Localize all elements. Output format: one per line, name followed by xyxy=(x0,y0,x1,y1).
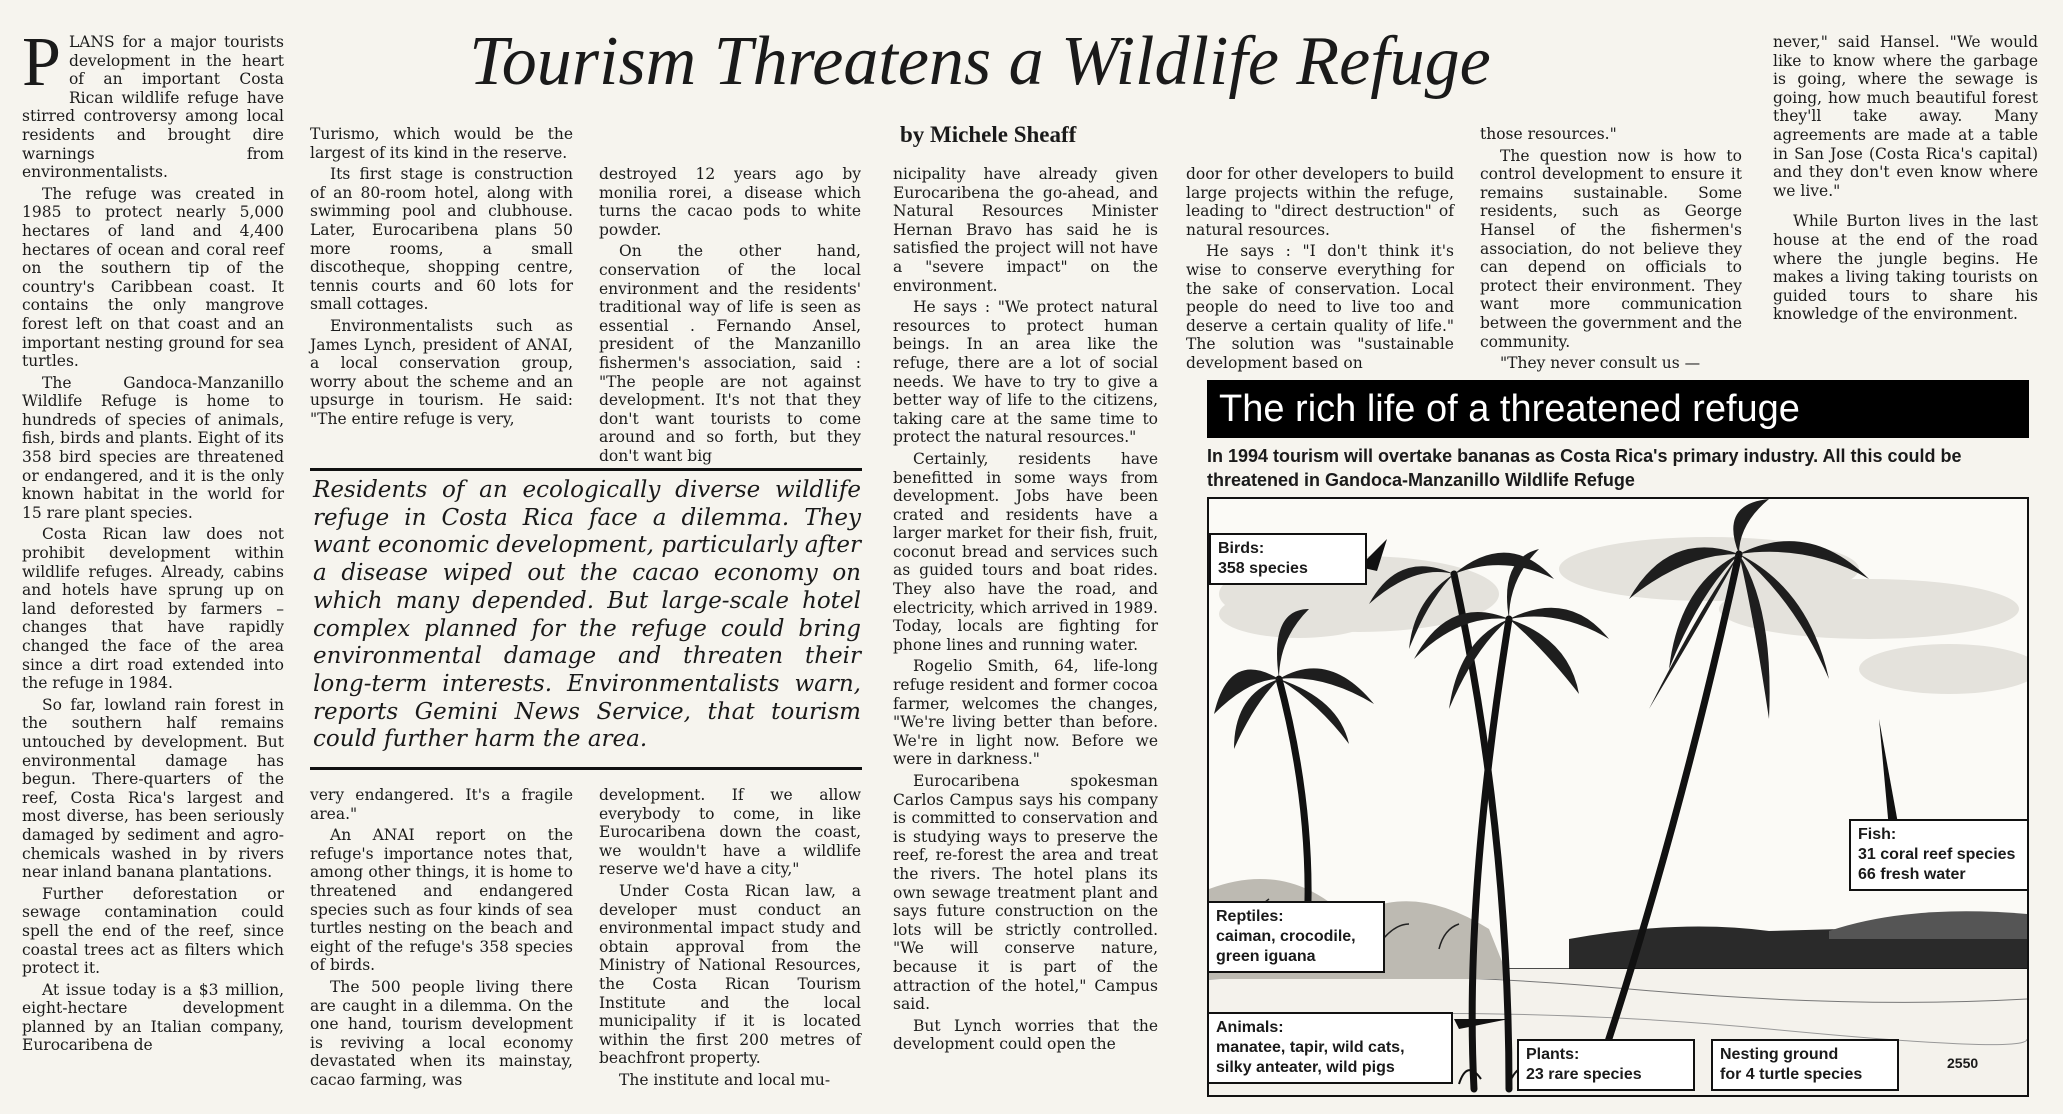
callout-text: 31 coral reef species xyxy=(1858,846,2016,863)
byline: by Michele Sheaff xyxy=(900,122,1077,147)
paragraph: Turismo, which would be the largest of its kind in the reserve. xyxy=(310,125,573,162)
fish-callout xyxy=(1849,819,2029,891)
paragraph: Further deforestation or sewage contamination could spell the end of the reef, since coastal trees act as filters which protect it. xyxy=(22,884,284,978)
paragraph: LANS for a major tourists development in the heart of an important Costa Rican wildlife refuge have stirred controversy among local residents and brought dire warnings from environmentalists. xyxy=(22,33,284,182)
headline: Tourism Threatens a Wildlife Refuge xyxy=(469,23,1491,100)
graphic-credit: 2550 xyxy=(1947,1055,1979,1071)
paragraph: Its first stage is construction of an 80-room hotel, along with swimming pool and clubhouse. Later, Eurocaribena plans 50 more rooms, a small discotheque, shopping centre, tennis courts and 60 lots for small cottages. xyxy=(310,165,573,314)
paragraph: At issue today is a $3 million, eight-hectare development planned by an Italian company, Eurocaribena de xyxy=(22,980,284,1055)
paragraph: Environmentalists such as James Lynch, president of ANAI, a local conservation group, worry about the scheme and an upsurge in tourism. He said: "The entire refuge is very, xyxy=(310,316,573,428)
column-6 xyxy=(1480,125,1742,376)
paragraph: He says : "We protect natural resources to protect human beings. In an area like the refuge, there are a lot of social needs. We have to try to give a better way of life to the citizens, taking care at the same time to protect the natural resources." xyxy=(893,298,1158,447)
paragraph: very endangered. It's a fragile area." xyxy=(310,786,573,823)
animals-callout xyxy=(1207,1012,1453,1084)
callout-heading: Birds: xyxy=(1218,540,1265,557)
paragraph: those resources." xyxy=(1480,125,1617,143)
paragraph: "They never consult us — xyxy=(1500,354,1701,373)
paragraph: The Gandoca-Manzanillo Wildlife Refuge is home to hundreds of species of animals, fish, birds and plants. Eight of its 358 bird species are threatened or endangered, and it is the only known habitat in the world for 15 rare plant species. xyxy=(22,373,284,522)
paragraph: An ANAI report on the refuge's importance notes that, among other things, it is home to threatened and endangered species such as four kinds of sea turtles nesting on the beach and eight of the refuge's 358 species of birds. xyxy=(310,826,573,975)
callout-heading: Reptiles: xyxy=(1216,908,1284,925)
paragraph: The institute and local mu- xyxy=(619,1070,831,1089)
paragraph: nicipality have already given Eurocaribena the go-ahead, and Natural Resources Minister Hernan Bravo has said he is satisfied the project will not have a "severe impact" on the environment. xyxy=(893,165,1158,295)
beach-scene-illustration xyxy=(1209,499,2027,1095)
callout-heading: Nesting ground xyxy=(1720,1046,1839,1063)
paragraph: He says : "I don't think it's wise to conserve everything for the sake of conservation. Local people do need to live too and deserve a certain quality of life." The solution was "sustainable development based on xyxy=(1186,242,1454,372)
paragraph: Eurocaribena spokesman Carlos Campus says his company is committed to conservation and is studying ways to preserve the reef, re-forest the area and treat the rivers. The hotel plans its own sewage treatment plant and says future construction on the lots will be strictly controlled. "We will conserve nature, because it is part of the attraction of the hotel," Campus said. xyxy=(893,772,1158,1014)
callout-heading: Fish: xyxy=(1858,826,1897,843)
callout-text: 358 species xyxy=(1218,560,1308,577)
paragraph: But Lynch worries that the development could open the xyxy=(893,1016,1158,1054)
pullquote-bottom-rule xyxy=(310,767,862,770)
nesting-callout xyxy=(1711,1039,1899,1091)
column-3-bottom xyxy=(599,786,861,1093)
paragraph: So far, lowland rain forest in the southern half remains untouched by development. But environmental damage has begun. There-quarters of the reef, Costa Rica's largest and most diverse, has been seriously damaged by sediment and agro-chemicals washed in by rivers near inland banana plantations. xyxy=(22,695,284,882)
column-4 xyxy=(893,165,1158,1057)
pullquote-top-rule xyxy=(310,468,862,471)
paragraph: While Burton lives in the last house at the end of the road where the jungle begins. He makes a living taking tourists on guided tours to share his knowledge of the environment. xyxy=(1773,212,2038,324)
column-5 xyxy=(1186,165,1454,376)
callout-heading: Plants: xyxy=(1526,1046,1580,1063)
paragraph: Rogelio Smith, 64, life-long refuge resident and former cocoa farmer, welcomes the changes, "We're living better than before. We're in light now. Before we were in darkness." xyxy=(893,657,1158,769)
refuge-illustration xyxy=(1207,497,2029,1097)
column-2-bottom xyxy=(310,786,573,1093)
drop-cap: P xyxy=(22,24,61,101)
graphic-subtitle: In 1994 tourism will overtake bananas as Costa Rica's primary industry. All this could be threatened in Gandoca-Manzanillo Wildlife Refuge xyxy=(1207,446,1962,490)
paragraph: The refuge was created in 1985 to protect nearly 5,000 hectares of land and 4,400 hectares of ocean and coral reef on the southern tip of the country's Caribbean coast. It contains the only mangrove forest left on that coast and an important nesting ground for sea turtles. xyxy=(22,184,284,371)
callout-text: manatee, tapir, wild cats, xyxy=(1216,1039,1405,1056)
paragraph: Under Costa Rican law, a developer must conduct an environmental impact study and obtain approval from the Ministry of National Resources, the Costa Rican Tourism Institute and the local municipality if it is located within the first 200 metres of beachfront property. xyxy=(599,881,861,1068)
callout-text: 66 fresh water xyxy=(1858,866,1966,883)
paragraph: never," said Hansel. "We would like to know where the garbage is going, where the sewage is going, how much beautiful forest they'll take away. Many agreements are made at a table in San Jose (Costa Rica's capital) and they don't even know where we live." xyxy=(1773,33,2038,200)
paragraph: Certainly, residents have benefitted in some ways from development. Jobs have been crated and residents have a larger market for their fish, fruit, coconut bread and services such as guided tours and boat rides. They also have the road, and electricity, which arrived in 1989. Today, locals are fighting for phone lines and running water. xyxy=(893,449,1158,654)
callout-text: silky anteater, wild pigs xyxy=(1216,1059,1395,1076)
birds-callout xyxy=(1209,533,1367,585)
pull-quote: Residents of an ecologically diverse wildlife refuge in Costa Rica face a dilemma. They want economic development, particularly after a disease wiped out the cacao economy on which many depended. But large-scale hotel complex planned for the refuge could bring environmental damage and threaten their long-term interests. Environmentalists warn, reports Gemini News Service, that tourism could further harm the area. xyxy=(313,477,861,753)
callout-text: caiman, crocodile, xyxy=(1216,928,1356,945)
reptiles-callout xyxy=(1207,901,1385,973)
column-7 xyxy=(1773,33,2038,327)
paragraph: development. If we allow everybody to come, in like Eurocaribena down the coast, we wouldn't have a wildlife reserve we'd have a city," xyxy=(599,786,861,879)
paragraph: On the other hand, conservation of the local environment and the residents' traditional way of life is seen as essential . Fernando Ansel, president of the Manzanillo fishermen's association, said : "The people are not against development. It's not that they don't want tourists to come around and so forth, but they don't want big xyxy=(599,242,861,465)
column-3-top xyxy=(599,165,861,469)
callout-heading: Animals: xyxy=(1216,1019,1284,1036)
paragraph: The question now is how to control development to ensure it remains sustainable. Some residents, such as George Hansel of the fishermen's association, do not believe they can depend on officials to protect their environment. They want more communication between the government and the community. xyxy=(1480,146,1742,351)
graphic-title: The rich life of a threatened refuge xyxy=(1207,380,2029,438)
paragraph: door for other developers to build large projects within the refuge, leading to "direct destruction" of natural resources. xyxy=(1186,165,1454,239)
column-1 xyxy=(22,24,284,1058)
callout-text: green iguana xyxy=(1216,948,1316,965)
paragraph: The 500 people living there are caught in a dilemma. On the one hand, tourism development is reviving a local economy devastated when its mainstay, cacao farming, was xyxy=(310,977,573,1089)
callout-text: 23 rare species xyxy=(1526,1066,1642,1083)
plants-callout xyxy=(1517,1039,1695,1091)
column-2-top xyxy=(310,125,573,432)
callout-text: for 4 turtle species xyxy=(1720,1066,1863,1083)
paragraph: destroyed 12 years ago by monilia rorei, a disease which turns the cacao pods to white powder. xyxy=(599,165,861,239)
paragraph: Costa Rican law does not prohibit development within wildlife refuges. Already, cabins and hotels have sprung up on land deforested by farmers – changes that have rapidly changed the face of the area since a dirt road extended into the refuge in 1984. xyxy=(22,525,284,693)
